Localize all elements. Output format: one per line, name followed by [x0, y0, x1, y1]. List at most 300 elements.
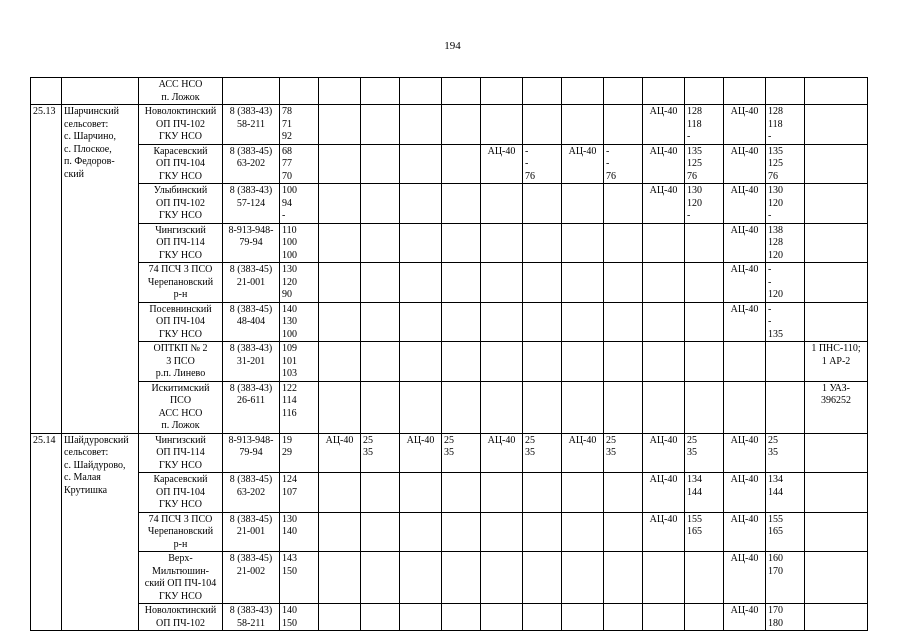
distance-line: 92	[282, 131, 292, 142]
unit-line: ГКУ НСО	[159, 131, 202, 142]
distance-value-line: 170	[768, 565, 783, 577]
distance-cell	[280, 78, 319, 105]
location-cell	[62, 105, 139, 434]
distance-value-line: 155	[768, 513, 783, 525]
distance-value-cell	[523, 381, 562, 433]
unit-cell	[139, 302, 223, 342]
vehicle-cell	[481, 223, 523, 263]
distance-cell	[280, 381, 319, 433]
unit-line: ский ОП ПЧ-104	[144, 578, 217, 589]
distance-line: 100	[282, 185, 297, 196]
other-equipment-cell	[805, 604, 868, 631]
distance-value-cell	[766, 144, 805, 184]
distance-value-line: 25	[525, 434, 535, 446]
distance-value-cell	[685, 381, 724, 433]
other-equipment-line: 1 АР-2	[821, 355, 851, 367]
vehicle-cell	[562, 263, 604, 303]
phone-line: 21-002	[236, 565, 266, 577]
vehicle-cell	[643, 604, 685, 631]
other-equipment-cell	[805, 342, 868, 382]
vehicle-cell	[319, 105, 361, 145]
distance-value-line: -	[768, 264, 772, 275]
distance-value-line: 25	[768, 434, 778, 446]
distance-line: 70	[282, 170, 292, 182]
distance-value-line: -	[768, 316, 772, 327]
other-equipment-cell	[805, 78, 868, 105]
vehicle-cell	[400, 105, 442, 145]
table-row	[31, 184, 868, 224]
vehicle-cell	[400, 302, 442, 342]
distance-line: 100	[282, 249, 297, 261]
vehicle-cell	[400, 223, 442, 263]
unit-cell	[139, 105, 223, 145]
distance-value-cell	[442, 381, 481, 433]
vehicle-line: АЦ-40	[730, 224, 759, 236]
vehicle-line: АЦ-40	[649, 106, 678, 117]
vehicle-cell	[400, 604, 442, 631]
vehicle-cell	[724, 105, 766, 145]
distance-value-line: -	[768, 210, 772, 221]
vehicle-line: АЦ-40	[568, 145, 597, 157]
distance-value-line: 35	[768, 447, 778, 458]
vehicle-line: АЦ-40	[568, 434, 597, 446]
vehicle-cell	[643, 302, 685, 342]
distance-value-cell	[604, 184, 643, 224]
distance-line: 140	[282, 605, 297, 616]
distance-value-cell	[604, 105, 643, 145]
unit-line: Карасевский	[153, 474, 208, 485]
distance-value-cell	[442, 552, 481, 604]
distance-value-cell	[523, 78, 562, 105]
distance-value-line: 25	[687, 434, 697, 446]
distance-value-cell	[523, 263, 562, 303]
distance-value-line: 128	[687, 106, 702, 117]
table-row	[31, 144, 868, 184]
unit-line: АСС НСО	[158, 407, 203, 419]
distance-value-line: 120	[687, 197, 702, 209]
vehicle-cell	[481, 433, 523, 473]
vehicle-cell	[400, 184, 442, 224]
distance-value-line: 76	[768, 170, 778, 182]
vehicle-cell	[643, 223, 685, 263]
distance-cell	[280, 184, 319, 224]
unit-line: п. Ложок	[161, 91, 200, 103]
table-row	[31, 604, 868, 631]
distance-value-cell	[766, 105, 805, 145]
distance-value-cell	[685, 105, 724, 145]
vehicle-cell	[319, 604, 361, 631]
distance-value-line: 135	[768, 328, 783, 340]
phone-cell	[223, 263, 280, 303]
distance-value-line: 128	[768, 237, 783, 248]
other-equipment-cell	[805, 105, 868, 145]
distance-line: 110	[282, 224, 297, 236]
distance-value-cell	[604, 512, 643, 552]
vehicle-cell	[319, 473, 361, 513]
phone-line: 8 (383-43)	[229, 185, 273, 196]
distance-value-line: 165	[687, 526, 702, 537]
table-row	[31, 302, 868, 342]
vehicle-cell	[724, 473, 766, 513]
vehicle-cell	[562, 604, 604, 631]
distance-value-line: 25	[444, 434, 454, 446]
distance-value-line: 135	[687, 145, 702, 157]
unit-line: ГКУ НСО	[159, 170, 202, 182]
distance-value-line: 35	[363, 447, 373, 458]
vehicle-cell	[724, 184, 766, 224]
vehicle-cell	[562, 512, 604, 552]
distance-line: 77	[282, 158, 292, 169]
vehicle-cell	[562, 473, 604, 513]
vehicle-cell	[319, 381, 361, 433]
location-line: сельсовет:	[64, 447, 109, 458]
unit-line: Искитимский	[151, 382, 210, 394]
vehicle-line: АЦ-40	[730, 303, 759, 315]
phone-cell	[223, 105, 280, 145]
distance-value-cell	[442, 105, 481, 145]
distance-value-cell	[361, 144, 400, 184]
distance-value-cell	[442, 604, 481, 631]
table-row	[31, 263, 868, 303]
phone-line: 8-913-948-	[228, 434, 274, 446]
distance-cell	[280, 105, 319, 145]
vehicle-cell	[319, 78, 361, 105]
phone-line: 8 (383-43)	[229, 106, 273, 117]
distance-cell	[280, 342, 319, 382]
distance-value-cell	[766, 512, 805, 552]
distance-value-line: 25	[363, 434, 373, 446]
distance-line: 101	[282, 355, 297, 367]
other-equipment-cell	[805, 433, 868, 473]
distance-value-cell	[361, 78, 400, 105]
distance-value-cell	[523, 512, 562, 552]
distance-line: 29	[282, 447, 292, 458]
vehicle-line: АЦ-40	[730, 185, 759, 196]
vehicle-cell	[724, 263, 766, 303]
distance-value-cell	[604, 552, 643, 604]
location-line: с. Шарчино,	[64, 131, 116, 142]
unit-cell	[139, 552, 223, 604]
unit-line: р-н	[173, 538, 188, 550]
unit-line: Черепановский	[147, 526, 214, 537]
distance-value-cell	[442, 144, 481, 184]
section-number-cell	[31, 105, 62, 434]
vehicle-cell	[481, 263, 523, 303]
phone-line: 63-202	[236, 158, 266, 169]
unit-cell	[139, 433, 223, 473]
vehicle-cell	[643, 473, 685, 513]
distance-value-line: -	[606, 145, 610, 157]
distance-value-cell	[361, 105, 400, 145]
phone-line: 31-201	[236, 355, 266, 367]
distance-value-cell	[604, 223, 643, 263]
vehicle-line: АЦ-40	[487, 145, 516, 157]
unit-cell	[139, 144, 223, 184]
distance-value-cell	[766, 552, 805, 604]
distance-value-cell	[685, 78, 724, 105]
vehicle-cell	[643, 105, 685, 145]
vehicle-cell	[643, 78, 685, 105]
vehicle-cell	[643, 184, 685, 224]
location-cell	[62, 78, 139, 105]
vehicle-cell	[400, 433, 442, 473]
distance-value-line: -	[687, 131, 691, 142]
distance-line: 19	[282, 434, 292, 446]
unit-line: ОП ПЧ-114	[156, 447, 205, 458]
distance-value-cell	[523, 302, 562, 342]
vehicle-cell	[562, 302, 604, 342]
phone-line: 63-202	[236, 486, 266, 498]
distance-value-line: 165	[768, 526, 783, 537]
vehicle-cell	[643, 552, 685, 604]
distance-value-line: 76	[687, 170, 697, 182]
location-cell	[62, 433, 139, 631]
location-line: с. Малая	[64, 472, 101, 483]
distance-line: 68	[282, 145, 292, 157]
distance-value-cell	[523, 105, 562, 145]
distance-line: 143	[282, 553, 297, 564]
vehicle-cell	[319, 144, 361, 184]
distance-value-cell	[361, 381, 400, 433]
vehicle-cell	[481, 473, 523, 513]
vehicle-cell	[643, 263, 685, 303]
distance-value-cell	[604, 144, 643, 184]
distance-line: 114	[282, 395, 297, 406]
vehicle-cell	[724, 552, 766, 604]
distance-line: 103	[282, 368, 297, 379]
distance-value-line: 35	[525, 447, 535, 458]
unit-line: ОП ПЧ-104	[156, 158, 205, 169]
phone-cell	[223, 184, 280, 224]
unit-line: Новолоктинский	[144, 605, 217, 616]
vehicle-cell	[481, 604, 523, 631]
distance-value-cell	[604, 381, 643, 433]
unit-line: ОП ПЧ-114	[156, 237, 205, 248]
distance-cell	[280, 263, 319, 303]
vehicle-line: АЦ-40	[730, 474, 759, 485]
vehicle-cell	[562, 552, 604, 604]
distance-value-cell	[442, 302, 481, 342]
vehicle-cell	[562, 433, 604, 473]
distance-value-line: -	[768, 303, 772, 315]
distance-value-cell	[685, 433, 724, 473]
vehicle-cell	[400, 473, 442, 513]
vehicle-cell	[319, 302, 361, 342]
vehicle-line: АЦ-40	[730, 605, 759, 616]
phone-line: 79-94	[239, 237, 263, 248]
unit-cell	[139, 78, 223, 105]
vehicle-cell	[400, 342, 442, 382]
vehicle-cell	[481, 78, 523, 105]
vehicle-cell	[724, 512, 766, 552]
other-equipment-cell	[805, 184, 868, 224]
distance-cell	[280, 604, 319, 631]
vehicle-line: АЦ-40	[730, 264, 759, 275]
page-number: 194	[444, 40, 461, 52]
table-row	[31, 473, 868, 513]
distance-value-line: 135	[768, 145, 783, 157]
phone-line: 8 (383-43)	[229, 343, 273, 354]
vehicle-cell	[319, 552, 361, 604]
vehicle-cell	[724, 604, 766, 631]
distance-cell	[280, 223, 319, 263]
location-line: Шайдуровский	[64, 434, 129, 446]
distance-value-line: 155	[687, 513, 702, 525]
phone-cell	[223, 473, 280, 513]
distance-value-cell	[361, 263, 400, 303]
distance-value-line: 120	[768, 289, 783, 300]
location-line: с. Шайдурово,	[64, 459, 126, 471]
phone-cell	[223, 302, 280, 342]
distance-value-cell	[442, 512, 481, 552]
distance-value-cell	[361, 473, 400, 513]
unit-line: ГКУ НСО	[159, 459, 202, 471]
vehicle-cell	[562, 78, 604, 105]
distance-value-cell	[523, 223, 562, 263]
distance-value-line: 128	[768, 106, 783, 117]
other-equipment-line: 1 УАЗ-	[822, 382, 850, 394]
phone-line: 8 (383-45)	[229, 145, 273, 157]
vehicle-cell	[643, 512, 685, 552]
distance-value-line: 76	[525, 170, 535, 182]
unit-line: ГКУ НСО	[159, 249, 202, 261]
distance-value-cell	[442, 342, 481, 382]
other-equipment-cell	[805, 381, 868, 433]
other-equipment-cell	[805, 223, 868, 263]
phone-cell	[223, 604, 280, 631]
vehicle-cell	[562, 223, 604, 263]
distance-value-line: 125	[687, 158, 702, 169]
distance-line: 130	[282, 264, 297, 275]
distance-value-cell	[685, 184, 724, 224]
distance-value-line: 118	[768, 118, 783, 130]
phone-cell	[223, 342, 280, 382]
table-row	[31, 223, 868, 263]
unit-cell	[139, 473, 223, 513]
distance-line: 150	[282, 617, 297, 629]
distance-line: 100	[282, 237, 297, 248]
unit-cell	[139, 263, 223, 303]
vehicle-cell	[562, 105, 604, 145]
vehicle-cell	[481, 302, 523, 342]
distance-line: 130	[282, 513, 297, 525]
other-equipment-cell	[805, 144, 868, 184]
distance-value-cell	[766, 433, 805, 473]
distance-line: 109	[282, 343, 297, 354]
distance-line: 107	[282, 486, 297, 498]
phone-cell	[223, 78, 280, 105]
phone-line: 26-611	[237, 395, 265, 406]
distance-value-line: -	[768, 131, 772, 142]
vehicle-cell	[643, 433, 685, 473]
distance-value-cell	[685, 302, 724, 342]
table-row	[31, 552, 868, 604]
unit-cell	[139, 342, 223, 382]
distance-line: 116	[282, 407, 297, 419]
vehicle-cell	[400, 512, 442, 552]
distance-line: -	[282, 210, 286, 221]
distance-value-cell	[685, 223, 724, 263]
unit-cell	[139, 604, 223, 631]
unit-cell	[139, 184, 223, 224]
distance-value-line: 35	[606, 447, 616, 458]
phone-line: 21-001	[236, 276, 266, 288]
phone-line: 8-913-948-	[228, 224, 274, 236]
phone-line: 8 (383-45)	[229, 264, 273, 275]
distance-value-line: 134	[687, 474, 702, 485]
unit-line: Верх-	[168, 553, 193, 564]
distance-value-cell	[523, 433, 562, 473]
location-line: Крутишка	[64, 484, 108, 496]
distance-line: 130	[282, 316, 297, 327]
vehicle-cell	[724, 302, 766, 342]
unit-line: ПСО	[169, 395, 192, 406]
vehicle-line: АЦ-40	[325, 434, 354, 446]
distance-value-line: -	[687, 210, 691, 221]
vehicle-cell	[724, 144, 766, 184]
vehicle-cell	[562, 144, 604, 184]
location-line: ский	[64, 168, 84, 180]
distance-value-cell	[361, 223, 400, 263]
distance-value-cell	[766, 302, 805, 342]
distance-value-cell	[361, 433, 400, 473]
phone-line: 8 (383-43)	[229, 382, 273, 394]
distance-value-cell	[766, 473, 805, 513]
unit-cell	[139, 512, 223, 552]
unit-line: Улыбинский	[153, 185, 208, 196]
vehicle-line: АЦ-40	[730, 434, 759, 446]
vehicle-line: АЦ-40	[730, 513, 759, 525]
unit-line: Карасевский	[153, 145, 208, 157]
location-line: с. Плоское,	[64, 143, 112, 155]
distance-cell	[280, 552, 319, 604]
unit-line: Чингизский	[155, 434, 206, 446]
table-row	[31, 512, 868, 552]
phone-cell	[223, 512, 280, 552]
other-equipment-cell	[805, 552, 868, 604]
vehicle-cell	[724, 78, 766, 105]
resource-table	[30, 77, 868, 631]
phone-cell	[223, 381, 280, 433]
distance-value-cell	[766, 342, 805, 382]
vehicle-cell	[319, 263, 361, 303]
phone-line: 21-001	[236, 526, 266, 537]
other-equipment-cell	[805, 512, 868, 552]
vehicle-line: АЦ-40	[649, 185, 678, 196]
distance-value-cell	[361, 302, 400, 342]
distance-line: 71	[282, 118, 292, 130]
other-equipment-cell	[805, 473, 868, 513]
distance-value-line: 35	[687, 447, 697, 458]
distance-value-cell	[685, 342, 724, 382]
distance-cell	[280, 433, 319, 473]
vehicle-cell	[481, 381, 523, 433]
distance-cell	[280, 512, 319, 552]
vehicle-cell	[724, 223, 766, 263]
unit-line: ОП ПЧ-102	[156, 617, 205, 629]
vehicle-cell	[481, 552, 523, 604]
distance-line: 150	[282, 565, 297, 577]
vehicle-cell	[724, 381, 766, 433]
vehicle-cell	[481, 144, 523, 184]
unit-line: ОП ПЧ-102	[156, 118, 205, 130]
distance-line: 94	[282, 197, 292, 209]
unit-cell	[139, 381, 223, 433]
vehicle-cell	[319, 433, 361, 473]
distance-cell	[280, 302, 319, 342]
section-number-cell	[31, 433, 62, 631]
distance-line: 78	[282, 106, 292, 117]
